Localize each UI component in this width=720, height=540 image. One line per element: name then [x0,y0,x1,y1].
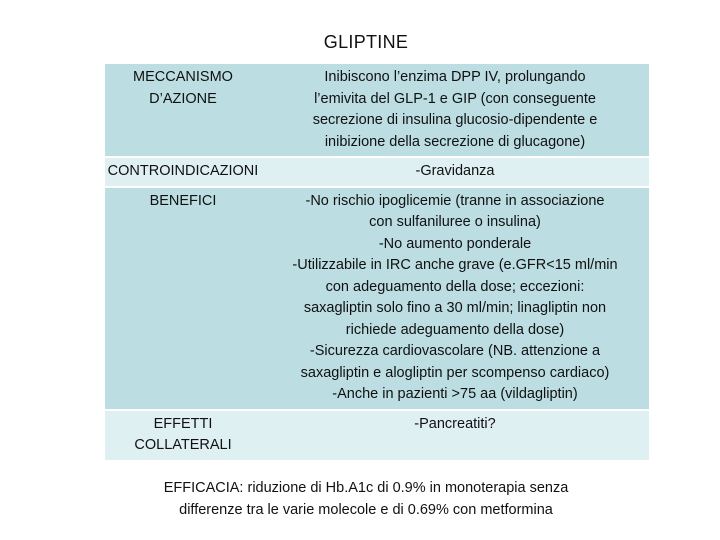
label-line: EFFETTI COLLATERALI [134,415,232,453]
gliptine-table [105,64,649,460]
table-row-effetti-collaterali [105,410,649,460]
value-line: richiede adeguamento della dose) [345,321,565,338]
row-value-benefici [261,187,649,410]
table-row-benefici [105,187,649,410]
efficacy-line-1: EFFICACIA: riduzione di Hb.A1c di 0.9% in monoterapia senza [163,480,569,496]
row-label-meccanismo [105,64,261,157]
row-label-benefici [105,187,261,410]
value-line: -Pancreatiti? [414,415,496,432]
row-label-effetti-collaterali [105,410,261,460]
row-value-meccanismo [261,64,649,157]
table-row-controindicazioni [105,157,649,187]
value-line: con sulfaniluree o insulina) [369,214,541,230]
value-line: -Gravidanza [415,163,495,179]
value-line: -Sicurezza cardiovascolare (NB. attenzione a [309,343,601,359]
row-value-effetti-collaterali [261,410,649,460]
label-line: D’AZIONE [149,90,217,107]
value-line: saxagliptin e alogliptin per scompenso cardiaco) [300,364,610,381]
row-value-controindicazioni [261,157,649,187]
value-line: Inibiscono l’enzima DPP IV, prolungando [324,69,586,85]
efficacy-line-2: differenze tra le varie molecole e di 0.69% con metformina [179,502,553,518]
value-line: -Anche in pazienti >75 aa (vildagliptin) [332,386,578,402]
value-line: -No aumento ponderale [378,235,532,252]
table-row-meccanismo [105,64,649,157]
label-line: CONTROINDICAZIONI [107,163,259,179]
value-line: con adeguamento della dose; eccezioni: [325,278,585,295]
value-line: -No rischio ipoglicemie (tranne in associazione [305,192,605,209]
efficacy-note [0,477,720,521]
label-line: MECCANISMO [133,69,233,85]
label-line: BENEFICI [149,192,217,209]
value-line: secrezione di insulina glucosio-dipendente e [312,112,598,128]
value-line: saxagliptin solo fino a 30 ml/min; linagliptin non [303,300,607,316]
value-line: -Utilizzabile in IRC anche grave (e.GFR<15 ml/min [292,257,618,273]
value-line: inibizione della secrezione di glucagone) [324,133,586,150]
row-label-controindicazioni [105,157,261,187]
value-line: l’emivita del GLP-1 e GIP (con conseguente [314,90,596,107]
slide-title: GLIPTINE [323,32,409,52]
